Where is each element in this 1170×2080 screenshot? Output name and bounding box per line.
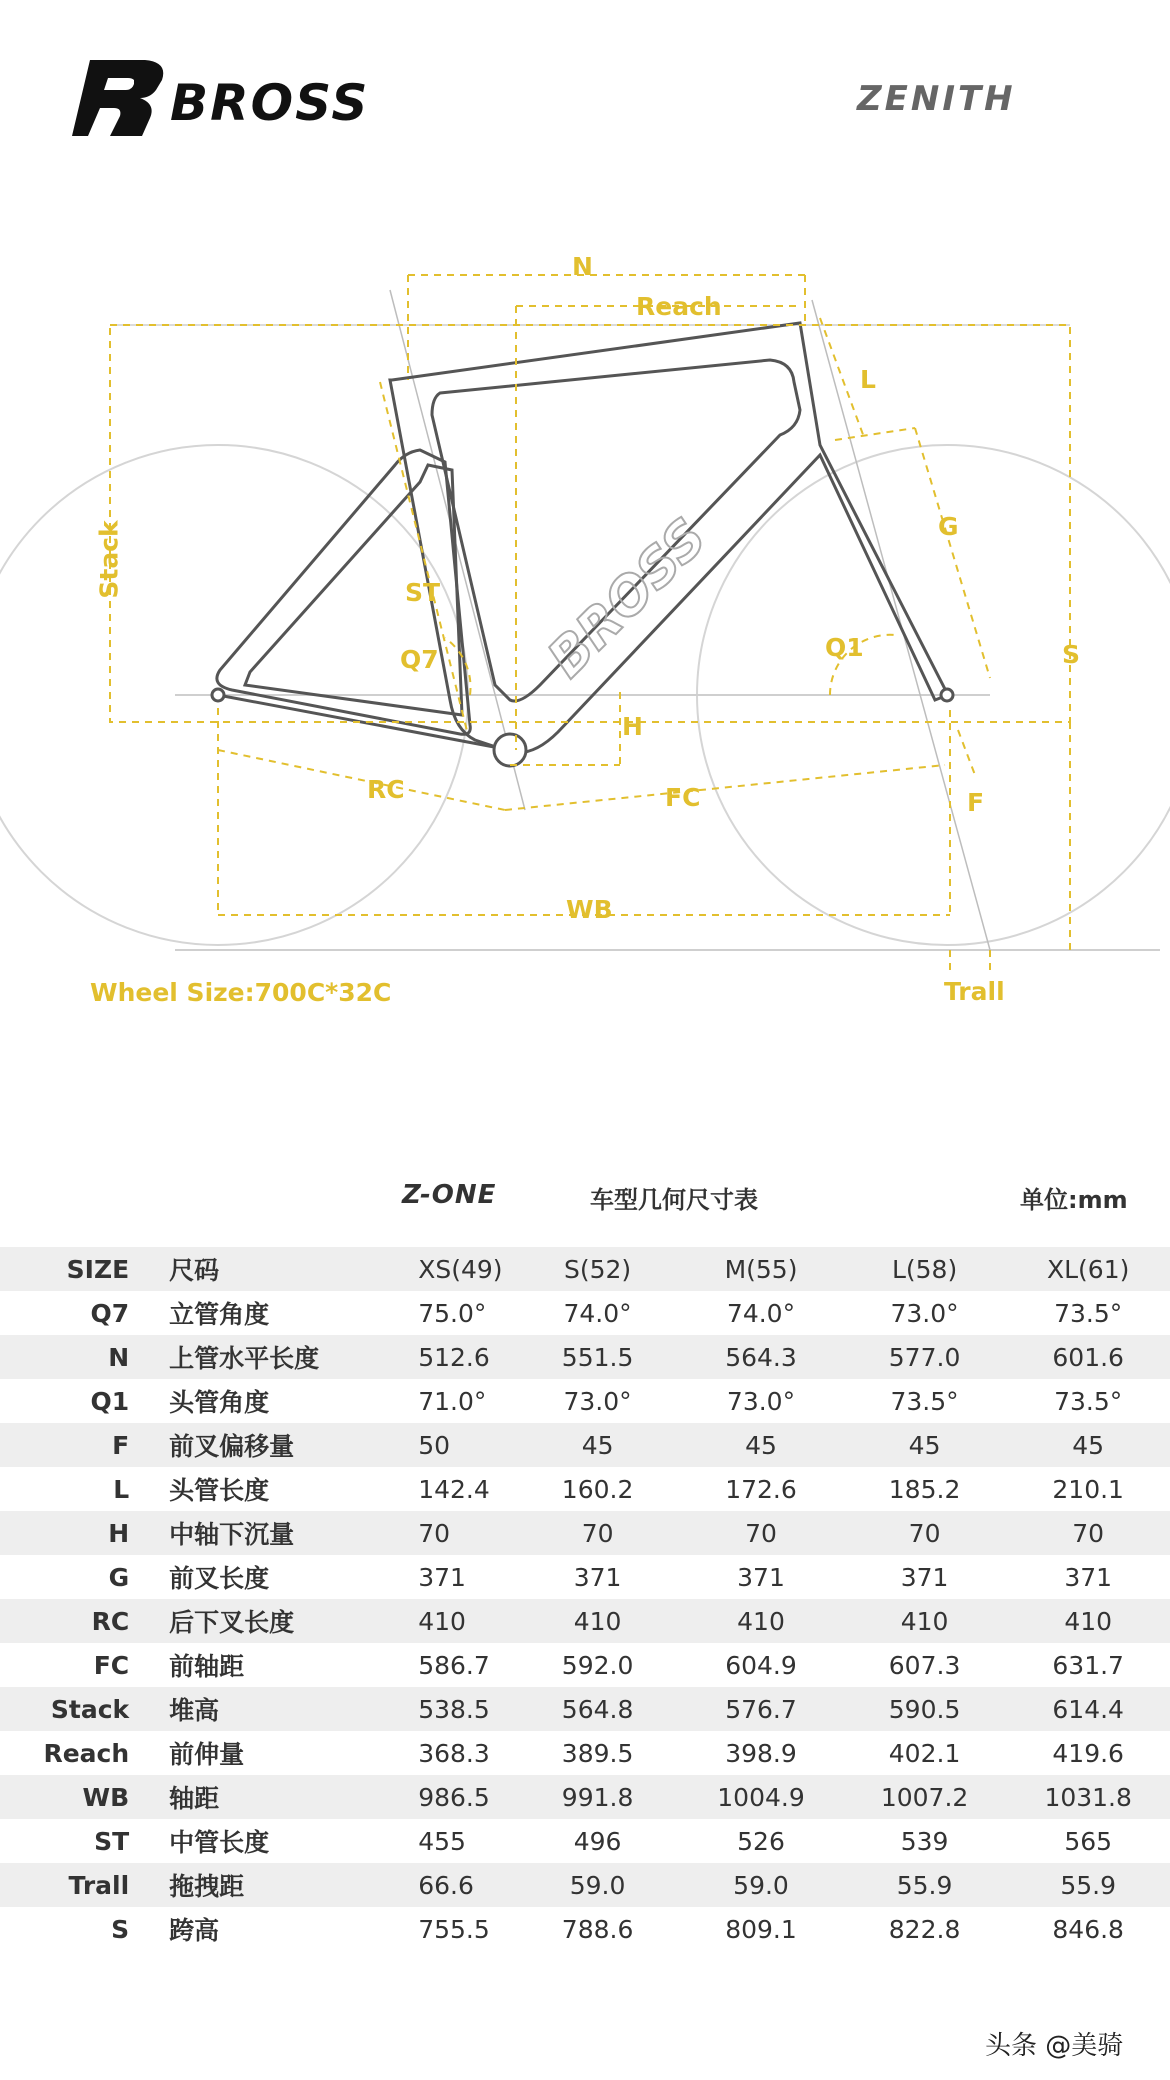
bross-logo <box>70 58 470 138</box>
row-value: 586.7 <box>418 1650 490 1680</box>
table-row <box>0 1907 1170 1951</box>
table-row <box>0 1335 1170 1379</box>
row-value: 788.6 <box>561 1914 634 1944</box>
table-row <box>0 1731 1170 1775</box>
table-row <box>0 1863 1170 1907</box>
row-value: 592.0 <box>561 1650 634 1680</box>
label-f: F <box>967 788 985 817</box>
frame-outline <box>217 323 948 753</box>
row-value: 73.5° <box>1054 1386 1123 1416</box>
header-name: 尺码 <box>137 1247 351 1291</box>
row-name: 跨高 <box>169 1916 220 1945</box>
row-value: 1004.9 <box>679 1775 843 1819</box>
table-row <box>0 1467 1170 1511</box>
row-value: 1007.2 <box>843 1775 1007 1819</box>
row-value: 551.5 <box>516 1335 679 1379</box>
rear-axle <box>212 689 224 701</box>
row-value: 590.5 <box>843 1687 1007 1731</box>
source-watermark: 头条 @美骑 <box>985 2031 1124 2061</box>
series-logo-text: Z-ONE <box>402 1180 497 1209</box>
row-name: 中管长度 <box>169 1828 270 1857</box>
row-value: 410 <box>1006 1599 1170 1643</box>
row-value: 496 <box>573 1826 622 1856</box>
table-row <box>0 1775 1170 1819</box>
row-value: 410 <box>351 1599 516 1643</box>
row-value: 607.3 <box>888 1650 961 1680</box>
row-value: 986.5 <box>351 1775 516 1819</box>
label-g: G <box>938 512 959 541</box>
row-name: 前伸量 <box>169 1740 245 1769</box>
row-value: 185.2 <box>888 1474 961 1504</box>
table-row <box>0 1555 1170 1599</box>
row-value: 410 <box>516 1599 679 1643</box>
row-name: 拖拽距 <box>137 1863 351 1907</box>
row-value: 66.6 <box>351 1863 516 1907</box>
row-name: 头管角度 <box>169 1388 270 1417</box>
row-value: 160.2 <box>561 1474 634 1504</box>
row-value: 55.9 <box>1006 1863 1170 1907</box>
zenith-logo <box>855 78 1115 118</box>
row-value: 410 <box>679 1599 843 1643</box>
row-code: FC <box>93 1650 130 1680</box>
brand-name-text: BROSS <box>170 74 370 132</box>
row-value: 822.8 <box>888 1914 961 1944</box>
zone-logo <box>400 1175 575 1209</box>
row-value: 70 <box>351 1511 516 1555</box>
row-value: 564.3 <box>679 1335 843 1379</box>
row-value: 73.5° <box>1054 1298 1123 1328</box>
header-code: SIZE <box>0 1247 137 1291</box>
table-row <box>0 1687 1170 1731</box>
row-name: 前轴距 <box>169 1652 245 1681</box>
row-value: 512.6 <box>351 1335 516 1379</box>
label-st: ST <box>405 578 441 607</box>
row-value: 565 <box>1064 1826 1113 1856</box>
row-name: 中轴下沉量 <box>137 1511 351 1555</box>
row-value: 71.0° <box>418 1386 487 1416</box>
row-code: Reach <box>43 1738 130 1768</box>
row-value: 210.1 <box>1052 1474 1124 1504</box>
row-value: 991.8 <box>516 1775 679 1819</box>
row-value: 172.6 <box>725 1474 797 1504</box>
label-wb: WB <box>566 895 613 924</box>
row-value: 142.4 <box>418 1474 490 1504</box>
row-value: 576.7 <box>679 1687 843 1731</box>
row-value: 59.0 <box>679 1863 843 1907</box>
row-code: N <box>0 1335 137 1379</box>
row-code: F <box>0 1423 137 1467</box>
row-value: 45 <box>843 1423 1007 1467</box>
table-title: 车型几何尺寸表 <box>590 1186 758 1214</box>
front-axle <box>941 689 953 701</box>
row-value: 526 <box>737 1826 785 1856</box>
row-value: 564.8 <box>516 1687 679 1731</box>
row-value: 398.9 <box>725 1738 797 1768</box>
header-size: M(55) <box>679 1247 843 1291</box>
row-value: 45 <box>516 1423 679 1467</box>
label-q1: Q1 <box>825 633 864 662</box>
table-row <box>0 1511 1170 1555</box>
row-value: 73.5° <box>890 1386 959 1416</box>
row-code: S <box>111 1914 130 1944</box>
table-row <box>0 1423 1170 1467</box>
row-value: 74.0° <box>726 1298 796 1328</box>
row-name: 前叉偏移量 <box>137 1423 351 1467</box>
row-value: 809.1 <box>725 1914 797 1944</box>
table-header-row <box>0 1247 1170 1291</box>
header-size: XL(61) <box>1006 1247 1170 1291</box>
table-row <box>0 1819 1170 1863</box>
row-value: 70 <box>516 1511 679 1555</box>
row-value: 402.1 <box>888 1738 961 1768</box>
label-q7: Q7 <box>400 645 439 674</box>
label-trall: Trall <box>944 977 1005 1006</box>
row-value: 74.0° <box>563 1298 632 1328</box>
table-row <box>0 1643 1170 1687</box>
wheel-size-note: Wheel Size:700C*32C <box>90 978 392 1007</box>
row-value: 55.9 <box>843 1863 1007 1907</box>
header-size: XS(49) <box>351 1247 516 1291</box>
row-value: 538.5 <box>351 1687 516 1731</box>
row-name: 后下叉长度 <box>137 1599 351 1643</box>
row-value: 539 <box>900 1826 949 1856</box>
row-code: G <box>108 1562 130 1592</box>
row-code: Stack <box>0 1687 137 1731</box>
row-value: 410 <box>843 1599 1007 1643</box>
label-s: S <box>1062 640 1081 669</box>
label-stack: Stack <box>94 520 124 599</box>
label-rc: RC <box>367 775 405 804</box>
table-row <box>0 1379 1170 1423</box>
row-value: 75.0° <box>418 1298 487 1328</box>
row-value: 1031.8 <box>1006 1775 1170 1819</box>
row-value: 601.6 <box>1006 1335 1170 1379</box>
row-value: 455 <box>418 1826 466 1856</box>
row-value: 755.5 <box>418 1914 490 1944</box>
row-code: H <box>0 1511 137 1555</box>
label-fc: FC <box>665 783 701 812</box>
row-value: 371 <box>737 1562 785 1592</box>
row-code: RC <box>0 1599 137 1643</box>
row-name: 前叉长度 <box>169 1564 270 1593</box>
row-value: 371 <box>573 1562 622 1592</box>
row-code: Q7 <box>90 1298 130 1328</box>
row-value: 45 <box>679 1423 843 1467</box>
row-value: 50 <box>351 1423 516 1467</box>
row-value: 371 <box>1064 1562 1113 1592</box>
row-value: 371 <box>418 1562 466 1592</box>
row-value: 389.5 <box>561 1738 634 1768</box>
table-row <box>0 1599 1170 1643</box>
row-value: 70 <box>843 1511 1007 1555</box>
row-value: 45 <box>1006 1423 1170 1467</box>
geometry-diagram <box>0 230 1170 1030</box>
row-value: 70 <box>679 1511 843 1555</box>
table-row <box>0 1291 1170 1335</box>
row-code: L <box>113 1474 130 1504</box>
row-value: 371 <box>900 1562 949 1592</box>
row-name: 上管水平长度 <box>137 1335 351 1379</box>
label-n: N <box>572 252 593 281</box>
frame-watermark: BROSS <box>536 507 719 690</box>
row-value: 604.9 <box>725 1650 797 1680</box>
row-value: 846.8 <box>1052 1914 1124 1944</box>
label-h: H <box>622 712 643 741</box>
label-l: L <box>860 365 876 394</box>
geometry-table <box>0 1247 1170 1951</box>
row-code: WB <box>0 1775 137 1819</box>
row-name: 堆高 <box>137 1687 351 1731</box>
row-value: 577.0 <box>843 1335 1007 1379</box>
row-value: 70 <box>1006 1511 1170 1555</box>
row-value: 73.0° <box>726 1386 796 1416</box>
row-name: 立管角度 <box>169 1300 270 1329</box>
row-value: 59.0 <box>516 1863 679 1907</box>
unit-label: 单位:mm <box>1020 1186 1128 1214</box>
row-code: Q1 <box>90 1386 130 1416</box>
row-value: 73.0° <box>563 1386 632 1416</box>
row-code: Trall <box>0 1863 137 1907</box>
row-value: 73.0° <box>890 1298 959 1328</box>
header-size: S(52) <box>516 1247 679 1291</box>
row-value: 368.3 <box>418 1738 490 1768</box>
bottom-bracket <box>494 734 526 766</box>
row-name: 轴距 <box>137 1775 351 1819</box>
label-reach: Reach <box>636 292 722 321</box>
row-name: 头管长度 <box>169 1476 270 1505</box>
model-logo-text: ZENITH <box>857 79 1016 118</box>
row-value: 419.6 <box>1052 1738 1124 1768</box>
row-code: ST <box>94 1826 130 1856</box>
row-value: 614.4 <box>1006 1687 1170 1731</box>
header-size: L(58) <box>843 1247 1007 1291</box>
row-value: 631.7 <box>1052 1650 1124 1680</box>
